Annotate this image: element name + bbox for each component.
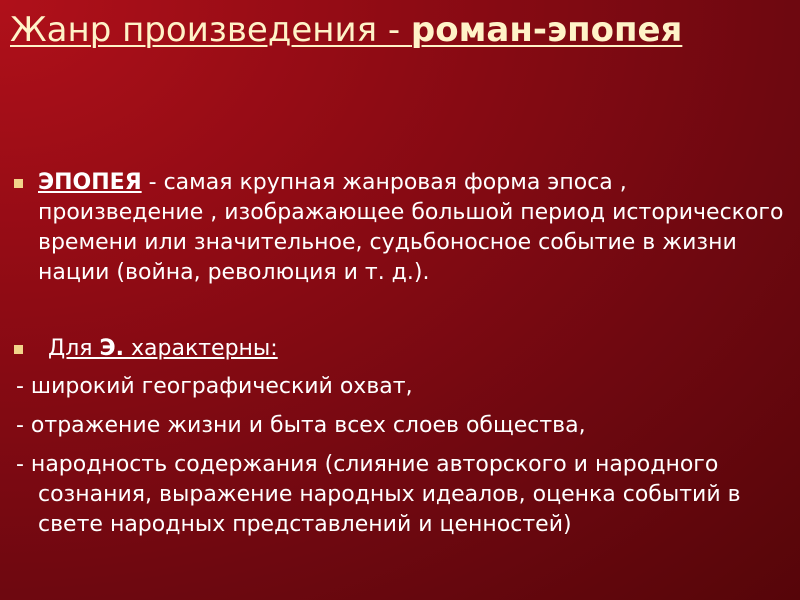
definition-text: - самая крупная жанровая форма эпоса , произведение , изображающее большой период исторического времени или значительное, судьбоносное событие в жизни нации (война, революция и т. д.). xyxy=(38,170,784,285)
slide-title xyxy=(10,10,790,51)
characteristics-bullet xyxy=(0,334,790,364)
epic-term: ЭПОПЕЯ xyxy=(38,170,142,195)
feature-item: - народность содержания (слияние авторского и народного сознания, выражение народных идеалов, оценка событий в свете народных представлений и ценностей) xyxy=(16,452,741,537)
characteristics-term: Э. xyxy=(99,336,124,361)
feature-item: - широкий географический охват, xyxy=(16,374,413,399)
spacer xyxy=(0,288,790,334)
characteristics-suffix: характерны: xyxy=(124,336,278,361)
square-bullet-icon xyxy=(14,179,23,188)
definition-bullet xyxy=(0,168,790,288)
characteristics-prefix: Для xyxy=(48,336,100,361)
title-prefix: Жанр произведения - xyxy=(10,10,411,50)
square-bullet-icon xyxy=(14,345,23,354)
feature-item: - отражение жизни и быта всех слоев общества, xyxy=(16,413,586,438)
slide-content xyxy=(0,168,790,549)
title-emphasis: роман-эпопея xyxy=(410,10,683,50)
